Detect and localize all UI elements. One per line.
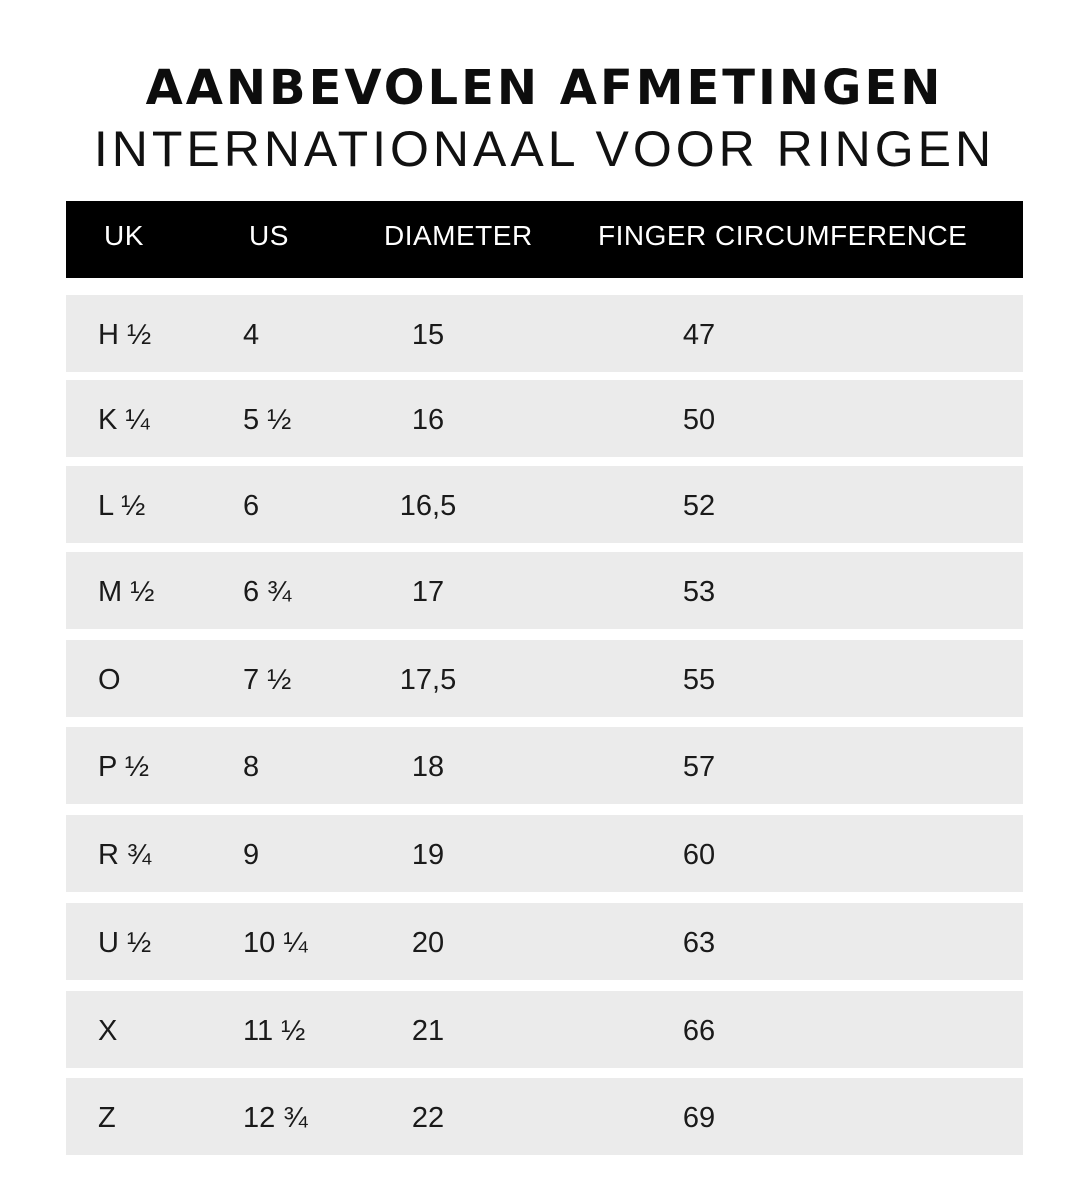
table-row — [66, 640, 1023, 717]
cell-uk: O — [98, 664, 121, 696]
cell-uk: M ½ — [98, 576, 155, 608]
header-finger-circumference: FINGER CIRCUMFERENCE — [598, 220, 968, 251]
cell-finger-circumference: 66 — [682, 1015, 716, 1047]
cell-us: 6 ¾ — [243, 576, 292, 608]
cell-diameter: 17 — [411, 576, 445, 608]
header-diameter: DIAMETER — [384, 220, 533, 251]
table-row — [66, 466, 1023, 543]
table-row — [66, 727, 1023, 804]
table-row — [66, 903, 1023, 980]
table-row — [66, 295, 1023, 372]
cell-finger-circumference: 55 — [682, 664, 716, 696]
cell-us: 10 ¼ — [243, 927, 308, 959]
cell-us: 12 ¾ — [243, 1102, 308, 1134]
header-us: US — [249, 220, 289, 251]
cell-diameter: 19 — [411, 839, 445, 871]
cell-us: 11 ½ — [243, 1015, 306, 1047]
cell-finger-circumference: 52 — [682, 490, 716, 522]
table-row — [66, 552, 1023, 629]
cell-finger-circumference: 57 — [682, 751, 716, 783]
cell-diameter: 18 — [411, 751, 445, 783]
cell-finger-circumference: 60 — [682, 839, 716, 871]
cell-uk: H ½ — [98, 319, 152, 351]
cell-diameter: 17,5 — [399, 664, 457, 696]
cell-finger-circumference: 53 — [682, 576, 716, 608]
cell-uk: U ½ — [98, 927, 152, 959]
cell-uk: R ¾ — [98, 839, 152, 871]
cell-finger-circumference: 47 — [682, 319, 716, 351]
cell-finger-circumference: 69 — [682, 1102, 716, 1134]
table-row — [66, 380, 1023, 457]
cell-uk: P ½ — [98, 751, 150, 783]
table-header — [66, 201, 1023, 278]
cell-finger-circumference: 50 — [682, 404, 716, 436]
cell-diameter: 20 — [411, 927, 445, 959]
cell-uk: L ½ — [98, 490, 146, 522]
cell-diameter: 16,5 — [399, 490, 457, 522]
page-title: AANBEVOLEN AFMETINGEN — [145, 60, 944, 116]
cell-diameter: 21 — [411, 1015, 445, 1047]
cell-diameter: 15 — [411, 319, 445, 351]
table-row — [66, 815, 1023, 892]
cell-us: 8 — [243, 751, 260, 783]
cell-us: 9 — [243, 839, 260, 871]
cell-finger-circumference: 63 — [682, 927, 716, 959]
cell-us: 6 — [243, 490, 260, 522]
header-uk: UK — [104, 220, 144, 251]
page-subtitle: INTERNATIONAAL VOOR RINGEN — [93, 121, 996, 177]
cell-diameter: 16 — [411, 404, 445, 436]
table-row — [66, 991, 1023, 1068]
cell-us: 4 — [243, 319, 260, 351]
cell-uk: X — [98, 1015, 118, 1047]
table-row — [66, 1078, 1023, 1155]
cell-us: 5 ½ — [243, 404, 292, 436]
cell-us: 7 ½ — [243, 664, 292, 696]
cell-uk: Z — [98, 1102, 116, 1134]
cell-uk: K ¼ — [98, 404, 150, 436]
cell-diameter: 22 — [411, 1102, 445, 1134]
